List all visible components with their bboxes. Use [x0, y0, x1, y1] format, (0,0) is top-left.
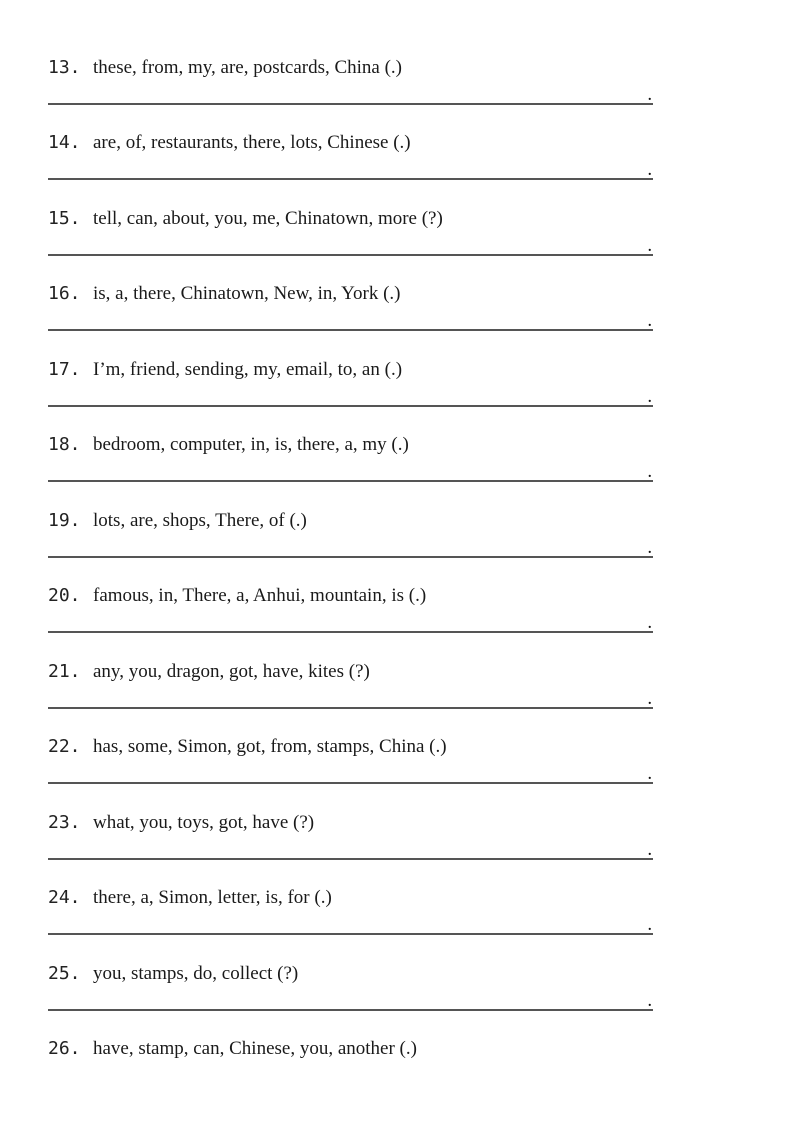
- scrambled-words: is, a, there, Chinatown, New, in, York (.): [93, 283, 401, 304]
- question-number: 21.: [48, 661, 81, 682]
- question-number: 22.: [48, 736, 81, 757]
- answer-period: .: [648, 617, 652, 632]
- scrambled-words: I’m, friend, sending, my, email, to, an (.): [93, 359, 403, 380]
- question-prompt: [48, 735, 447, 759]
- question-prompt: [48, 358, 402, 382]
- scrambled-words: bedroom, computer, in, is, there, a, my (.): [93, 434, 409, 455]
- question-15: [48, 207, 654, 282]
- answer-period: .: [648, 391, 652, 406]
- question-21: [48, 660, 654, 735]
- answer-period: .: [648, 164, 652, 179]
- answer-line[interactable]: [48, 1009, 653, 1011]
- answer-line[interactable]: [48, 556, 653, 558]
- answer-period: .: [648, 466, 652, 481]
- answer-period: .: [648, 919, 652, 934]
- answer-line[interactable]: [48, 480, 653, 482]
- question-prompt: [48, 1037, 417, 1061]
- question-number: 14.: [48, 132, 81, 153]
- question-number: 17.: [48, 359, 81, 380]
- question-prompt: [48, 433, 409, 457]
- question-prompt: [48, 207, 443, 231]
- scrambled-words: lots, are, shops, There, of (.): [93, 510, 307, 531]
- question-prompt: [48, 962, 298, 986]
- answer-line[interactable]: [48, 405, 653, 407]
- scrambled-words: famous, in, There, a, Anhui, mountain, is (.): [93, 585, 427, 606]
- question-number: 15.: [48, 208, 81, 229]
- scrambled-words: are, of, restaurants, there, lots, Chinese (.): [93, 132, 411, 153]
- question-number: 25.: [48, 963, 81, 984]
- question-22: [48, 735, 654, 810]
- question-number: 23.: [48, 812, 81, 833]
- scrambled-words: there, a, Simon, letter, is, for (.): [93, 887, 332, 908]
- question-prompt: [48, 282, 400, 306]
- question-number: 19.: [48, 510, 81, 531]
- question-number: 26.: [48, 1038, 81, 1059]
- answer-line[interactable]: [48, 254, 653, 256]
- answer-period: .: [648, 768, 652, 783]
- answer-period: .: [648, 995, 652, 1010]
- answer-line[interactable]: [48, 782, 653, 784]
- question-prompt: [48, 886, 332, 910]
- question-prompt: [48, 56, 402, 80]
- answer-period: .: [648, 240, 652, 255]
- question-number: 20.: [48, 585, 81, 606]
- question-18: [48, 433, 654, 508]
- scrambled-words: these, from, my, are, postcards, China (.): [93, 57, 403, 78]
- answer-line[interactable]: [48, 631, 653, 633]
- scrambled-words: you, stamps, do, collect (?): [93, 963, 299, 984]
- answer-line[interactable]: [48, 103, 653, 105]
- scrambled-words: tell, can, about, you, me, Chinatown, more (?): [93, 208, 443, 229]
- answer-period: .: [648, 542, 652, 557]
- answer-line[interactable]: [48, 178, 653, 180]
- question-25: [48, 962, 654, 1037]
- answer-line[interactable]: [48, 707, 653, 709]
- question-prompt: [48, 131, 411, 155]
- question-prompt: [48, 584, 426, 608]
- question-19: [48, 509, 654, 584]
- answer-period: .: [648, 693, 652, 708]
- question-prompt: [48, 811, 314, 835]
- scrambled-words: what, you, toys, got, have (?): [93, 812, 315, 833]
- answer-line[interactable]: [48, 329, 653, 331]
- answer-line[interactable]: [48, 933, 653, 935]
- scrambled-words: any, you, dragon, got, have, kites (?): [93, 661, 370, 682]
- question-number: 24.: [48, 887, 81, 908]
- answer-period: .: [648, 315, 652, 330]
- question-13: [48, 56, 654, 131]
- question-number: 13.: [48, 57, 81, 78]
- answer-line[interactable]: [48, 858, 653, 860]
- answer-period: .: [648, 89, 652, 104]
- question-24: [48, 886, 654, 961]
- question-26: [48, 1037, 654, 1112]
- scrambled-words: have, stamp, can, Chinese, you, another (.): [93, 1038, 417, 1059]
- question-number: 16.: [48, 283, 81, 304]
- question-23: [48, 811, 654, 886]
- scrambled-words: has, some, Simon, got, from, stamps, China (.): [93, 736, 447, 757]
- question-prompt: [48, 509, 307, 533]
- answer-period: .: [648, 844, 652, 859]
- question-17: [48, 358, 654, 433]
- question-prompt: [48, 660, 370, 684]
- question-14: [48, 131, 654, 206]
- question-16: [48, 282, 654, 357]
- question-number: 18.: [48, 434, 81, 455]
- question-20: [48, 584, 654, 659]
